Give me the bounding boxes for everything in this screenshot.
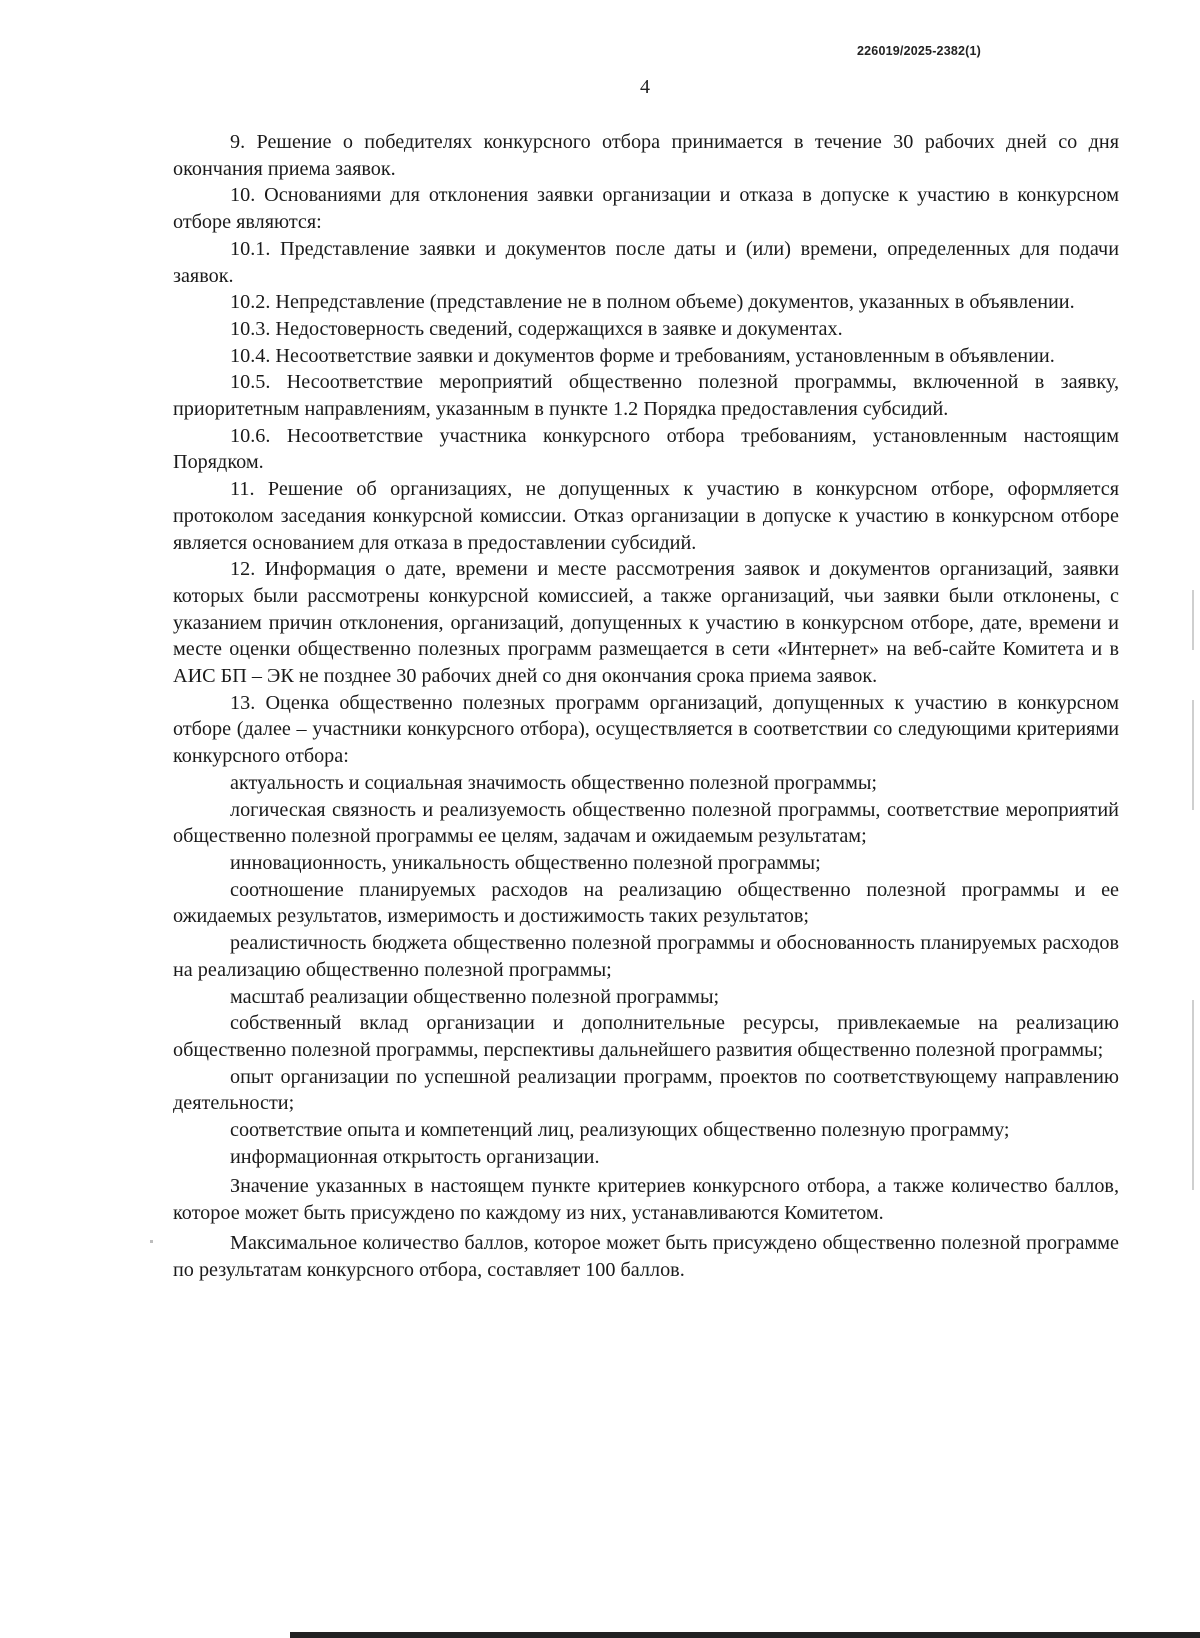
paragraph-10-3: 10.3. Недостоверность сведений, содержащихся в заявке и документах. (230, 317, 843, 340)
page-number: 4 (640, 76, 650, 98)
paragraph-10-5: 10.5. Несоответствие мероприятий общественно полезной программы, включенной в заявку, приоритетным направлениям, указанным в пункте 1.2 Порядка предоставления субсидий. (173, 371, 1119, 421)
criterion-item: соответствие опыта и компетенций лиц, реализующих общественно полезную программу; (230, 1119, 1010, 1142)
paragraph-11: 11. Решение об организациях, не допущенных к участию в конкурсном отборе, оформляется протоколом заседания конкурсной комиссии. Отказ организации в допуске к участию в конкурсном отборе является основанием для отказа в предоставлении субсидий. (173, 478, 1119, 554)
scan-margin-mark (1192, 700, 1194, 810)
criterion-item: реалистичность бюджета общественно полезной программы и обоснованность планируемых расходов на реализацию общественно полезной программы; (173, 932, 1119, 981)
paragraph-13: 13. Оценка общественно полезных программ организаций, допущенных к участию в конкурсном отборе (далее – участники конкурсного отбора), осуществляется в соответствии со следующими критериями конкурсного отбора: (173, 691, 1119, 768)
criterion-item: соотношение планируемых расходов на реализацию общественно полезной программы и ее ожидаемых результатов, измеримость и достижимость таких результатов; (173, 878, 1119, 928)
paragraph-10-1: 10.1. Представление заявки и документов после даты и (или) времени, определенных для подачи заявок. (173, 237, 1119, 287)
scan-margin-mark (1192, 1000, 1194, 1190)
scan-margin-mark (1192, 590, 1194, 650)
paragraph-9: 9. Решение о победителях конкурсного отбора принимается в течение 30 рабочих дней со дня окончания приема заявок. (173, 131, 1119, 180)
scan-speck (150, 1240, 153, 1243)
criterion-item: логическая связность и реализуемость общественно полезной программы, соответствие мероприятий общественно полезной программы ее целям, задачам и ожидаемым результатам; (173, 798, 1119, 848)
paragraph-10-2: 10.2. Непредставление (представление не в полном объеме) документов, указанных в объявлении. (230, 291, 1075, 314)
criterion-item: масштаб реализации общественно полезной программы; (230, 985, 720, 1008)
criterion-item: актуальность и социальная значимость общественно полезной программы; (230, 771, 878, 794)
paragraph-10-4: 10.4. Несоответствие заявки и документов форме и требованиям, установленным в объявлении. (230, 344, 1055, 367)
scan-bottom-edge (290, 1632, 1200, 1638)
criterion-item: инновационность, уникальность общественно полезной программы; (230, 851, 821, 874)
max-score-paragraph: Максимальное количество баллов, которое может быть присуждено общественно полезной программе по результатам конкурсного отбора, составляет 100 баллов. (173, 1231, 1119, 1281)
criterion-item: опыт организации по успешной реализации программ, проектов по соответствующему направлению деятельности; (173, 1065, 1119, 1115)
document-number: 226019/2025-2382(1) (857, 44, 982, 58)
criterion-item: информационная открытость организации. (230, 1145, 600, 1168)
paragraph-10-6: 10.6. Несоответствие участника конкурсного отбора требованиям, установленным настоящим Порядком. (173, 424, 1119, 474)
criterion-item: собственный вклад организации и дополнительные ресурсы, привлекаемые на реализацию общественно полезной программы, перспективы дальнейшего развития общественно полезной программы; (173, 1012, 1119, 1061)
criteria-values-paragraph: Значение указанных в настоящем пункте критериев конкурсного отбора, а также количество баллов, которое может быть присуждено по каждому из них, устанавливаются Комитетом. (173, 1175, 1119, 1225)
paragraph-10: 10. Основаниями для отклонения заявки организации и отказа в допуске к участию в конкурсном отборе являются: (173, 184, 1119, 234)
document-body (173, 129, 1119, 1283)
paragraph-12: 12. Информация о дате, времени и месте рассмотрения заявок и документов организаций, заявки которых были рассмотрены конкурсной комиссией, а также организаций, чьи заявки были отклонены, с указанием причин отклонения, организаций, допущенных к участию в конкурсном отборе, дате, времени и месте оценки общественно полезных программ размещается в сети «Интернет» на веб-сайте Комитета и в АИС БП – ЭК не позднее 30 рабочих дней со дня окончания срока приема заявок. (173, 558, 1119, 688)
